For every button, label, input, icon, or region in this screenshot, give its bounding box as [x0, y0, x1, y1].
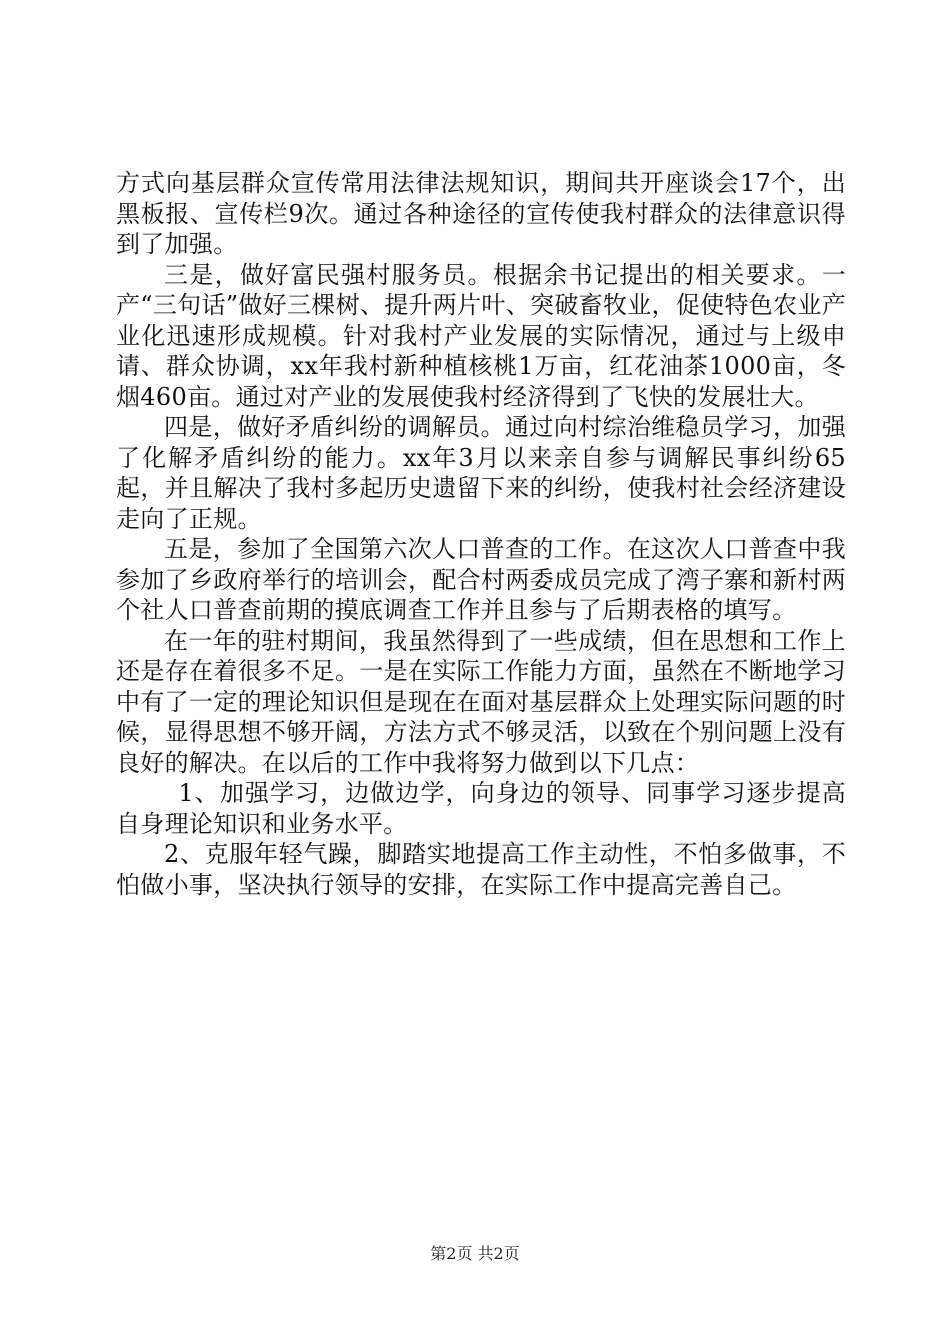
paragraph-item-four: 四是，做好矛盾纠纷的调解员。通过向村综治维稳员学习，加强了化解矛盾纠纷的能力。xx年3月以来亲自参与调解民事纠纷65起，并且解决了我村多起历史遗留下来的纠纷，使我村社会经济建设走向了正规。 [116, 413, 846, 533]
document-body [116, 168, 846, 900]
paragraph-continuation: 方式向基层群众宣传常用法律法规知识，期间共开座谈会17个，出黑板报、宣传栏9次。通过各种途径的宣传使我村群众的法律意识得到了加强。 [116, 169, 846, 258]
paragraph-item-three: 三是，做好富民强村服务员。根据余书记提出的相关要求。一产“三句话”做好三棵树、提升两片叶、突破畜牧业，促使特色农业产业化迅速形成规模。针对我村产业发展的实际情况，通过与上级申请、群众协调，xx年我村新种植核桃1万亩，红花油茶1000亩，冬烟460亩。通过对产业的发展使我村经济得到了飞快的发展壮大。 [116, 260, 846, 411]
paragraph-item-five: 五是，参加了全国第六次人口普查的工作。在这次人口普查中我参加了乡政府举行的培训会，配合村两委成员完成了湾子寨和新村两个社人口普查前期的摸底调查工作并且参与了后期表格的填写。 [116, 535, 846, 624]
list-item-study: 1、加强学习，边做边学，向身边的领导、同事学习逐步提高自身理论知识和业务水平。 [116, 779, 846, 838]
list-item-initiative: 2、克服年轻气躁，脚踏实地提高工作主动性，不怕多做事，不怕做小事，坚决执行领导的安排，在实际工作中提高完善自己。 [116, 840, 846, 899]
paragraph-shortcomings: 在一年的驻村期间，我虽然得到了一些成绩，但在思想和工作上还是存在着很多不足。一是在实际工作能力方面，虽然在不断地学习中有了一定的理论知识但是现在在面对基层群众上处理实际问题的时候，显得思想不够开阔，方法方式不够灵活，以致在个别问题上没有良好的解决。在以后的工作中我将努力做到以下几点： [116, 626, 846, 777]
page-number-footer: 第2页 共2页 [430, 1244, 520, 1263]
